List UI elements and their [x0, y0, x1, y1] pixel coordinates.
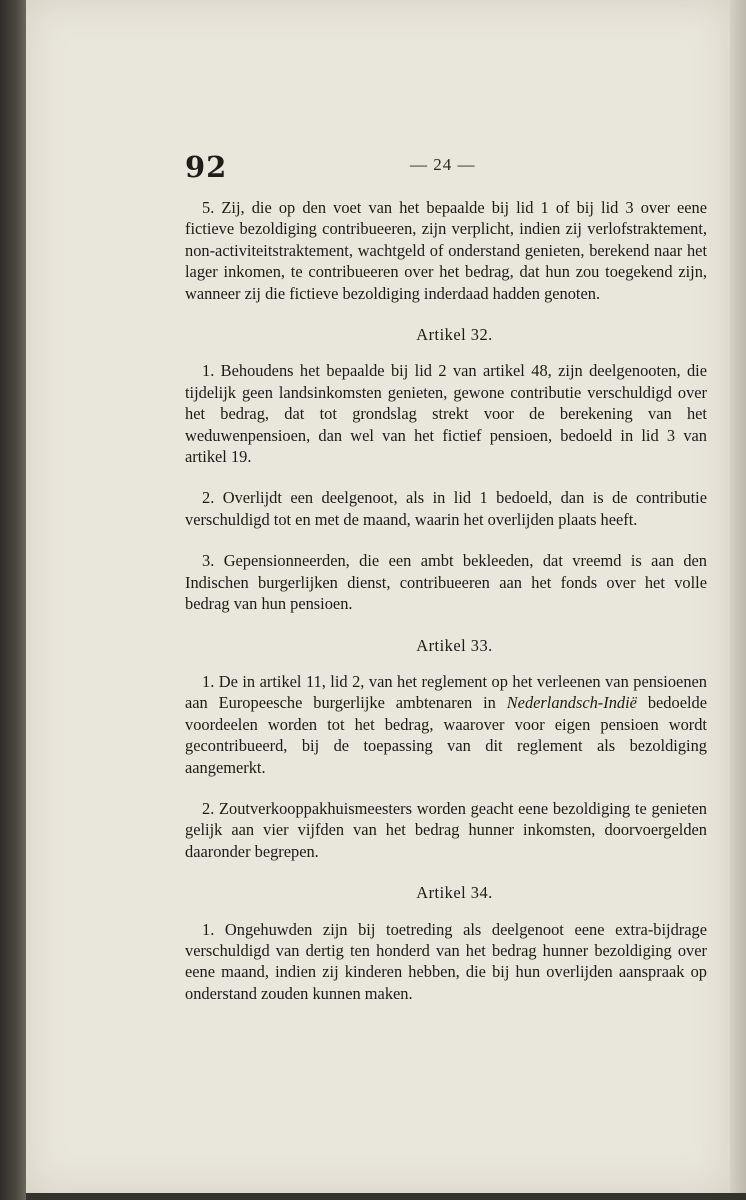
- article-33-heading: Artikel 33.: [416, 635, 493, 655]
- article-34-heading: Artikel 34.: [416, 883, 493, 903]
- paragraph-5: 5. Zij, die op den voet van het bepaalde bij lid 1 of bij lid 3 over eene fictieve bezoldiging contribueeren, zijn verplicht, indien zij verlofstraktement, non-activiteitstraktement, wachtgeld of onderstand genieten, berekend naar het lager inkomen, te contribueeren over het bedrag, dat hun zou toegekend zijn, wanneer zij die fictieve bezoldiging inderdaad hadden genoten.: [185, 198, 707, 303]
- article-33-text-b: bedoelde voordeelen worden tot het bedrag, waarover voor eigen pensioen wordt gecontribueerd, bij de toepassing van dit reglement als bezoldiging aangemerkt.: [185, 693, 707, 777]
- article-33-text-a: 1. De in artikel 11, lid 2, van het reglement op het verleenen van pensioenen aan Europeesche burgerlijke ambtenaren in: [185, 671, 707, 713]
- scan-border: [26, 1193, 746, 1200]
- article-34-paragraph-1: 1. Ongehuwden zijn bij toetreding als deelgenoot eene extra-bijdrage verschuldigd van dertig ten honderd van het bedrag hunner bezoldiging over eene maand, indien zij kinderen hebben, die bij hun overlijden aanspraak op onderstand zouden kunnen maken.: [185, 919, 707, 1003]
- running-head: — 24 —: [410, 155, 476, 174]
- place-name-emphasis: Nederlandsch-Indië: [506, 693, 637, 713]
- folio-number: 92: [185, 150, 228, 184]
- article-32-paragraph-1: 1. Behoudens het bepaalde bij lid 2 van artikel 48, zijn deelgenooten, die tijdelijk geen landsinkomsten genieten, gewone contributie verschuldigd over het bedrag, dat tot grondslag strekt voor de berekening van het weduwenpensioen, dan wel van het fictief pensioen, bedoeld in lid 3 van artikel 19.: [185, 361, 707, 467]
- page-edge: [730, 0, 746, 1200]
- article-33-paragraph-1: [185, 671, 707, 778]
- article-33-paragraph-2: 2. Zoutverkooppakhuismeesters worden geacht eene bezoldiging te genieten gelijk aan vier vijfden van het bedrag hunner inkomsten, doorvoergelden daaronder begrepen.: [185, 798, 707, 861]
- article-32-paragraph-2: 2. Overlijdt een deelgenoot, als in lid 1 bedoeld, dan is de contributie verschuldigd tot en met de maand, waarin het overlijden plaats heeft.: [185, 488, 707, 529]
- binding-gutter: [0, 0, 26, 1200]
- article-32-paragraph-3: 3. Gepensionneerden, die een ambt bekleeden, dat vreemd is aan den Indischen burgerlijken dienst, contribueeren aan het fonds over het volle bedrag van hun pensioen.: [185, 551, 707, 614]
- body-text: [185, 197, 707, 1004]
- article-32-heading: Artikel 32.: [416, 325, 493, 345]
